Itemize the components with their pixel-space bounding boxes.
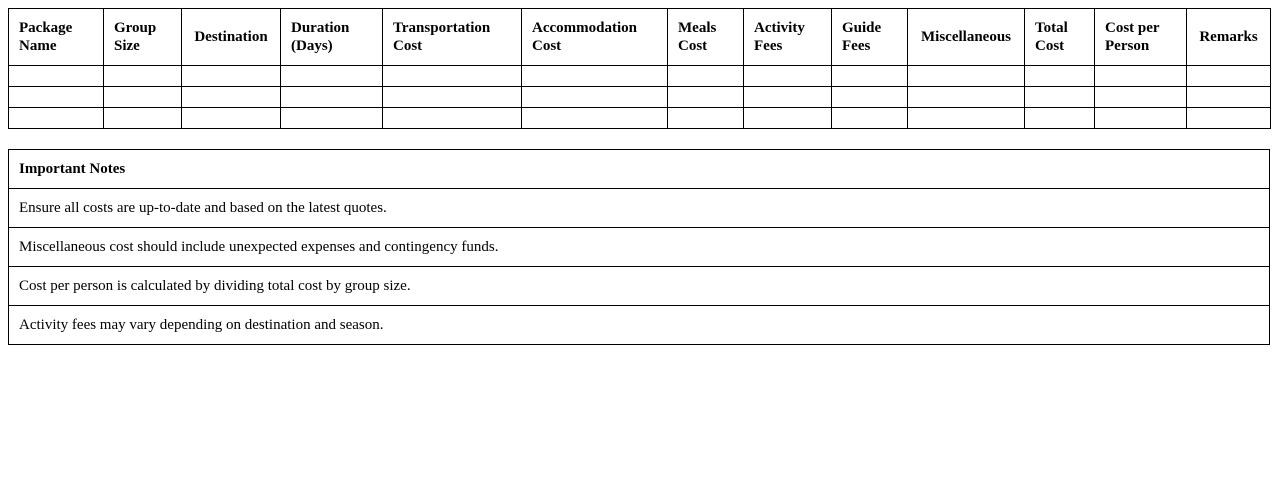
table-cell xyxy=(104,108,182,129)
table-cell xyxy=(1095,66,1187,87)
table-cell xyxy=(832,108,908,129)
note-row xyxy=(9,267,1270,306)
header-miscellaneous: Miscellaneous xyxy=(908,9,1025,66)
header-cost-per-person: Cost per Person xyxy=(1095,9,1187,66)
table-row xyxy=(9,66,1271,87)
header-guide-fees: Guide Fees xyxy=(832,9,908,66)
header-group-size: Group Size xyxy=(104,9,182,66)
table-cell xyxy=(383,108,522,129)
table-cell xyxy=(832,87,908,108)
table-cell xyxy=(182,108,281,129)
table-cell xyxy=(1187,108,1271,129)
header-total-cost: Total Cost xyxy=(1025,9,1095,66)
header-destination: Destination xyxy=(182,9,281,66)
table-cell xyxy=(1025,108,1095,129)
table-row xyxy=(9,87,1271,108)
document xyxy=(8,8,1270,345)
table-cell xyxy=(832,66,908,87)
header-meals-cost: Meals Cost xyxy=(668,9,744,66)
table-cell xyxy=(383,66,522,87)
header-row xyxy=(9,9,1271,66)
table-cell xyxy=(1095,87,1187,108)
table-cell xyxy=(9,108,104,129)
table-cell xyxy=(281,108,383,129)
table-cell xyxy=(668,108,744,129)
table-cell xyxy=(744,87,832,108)
header-transportation-cost: Transportation Cost xyxy=(383,9,522,66)
table-cell xyxy=(281,66,383,87)
note-item: Miscellaneous cost should include unexpected expenses and contingency funds. xyxy=(9,228,1270,267)
note-item: Activity fees may vary depending on destination and season. xyxy=(9,306,1270,345)
header-accommodation-cost: Accommodation Cost xyxy=(522,9,668,66)
table-cell xyxy=(1187,87,1271,108)
note-row xyxy=(9,189,1270,228)
table-cell xyxy=(744,66,832,87)
note-item: Cost per person is calculated by dividing total cost by group size. xyxy=(9,267,1270,306)
table-cell xyxy=(522,66,668,87)
table-cell xyxy=(908,108,1025,129)
table-cell xyxy=(522,108,668,129)
table-row xyxy=(9,108,1271,129)
table-cell xyxy=(744,108,832,129)
note-row xyxy=(9,306,1270,345)
note-row xyxy=(9,228,1270,267)
notes-heading: Important Notes xyxy=(9,150,1270,189)
header-duration: Duration (Days) xyxy=(281,9,383,66)
table-cell xyxy=(522,87,668,108)
table-cell xyxy=(182,66,281,87)
table-cell xyxy=(908,87,1025,108)
header-remarks: Remarks xyxy=(1187,9,1271,66)
header-package-name: Package Name xyxy=(9,9,104,66)
table-cell xyxy=(104,66,182,87)
table-cell xyxy=(383,87,522,108)
notes-heading-row xyxy=(9,150,1270,189)
table-cell xyxy=(1025,87,1095,108)
table-cell xyxy=(1095,108,1187,129)
table-cell xyxy=(668,87,744,108)
table-cell xyxy=(908,66,1025,87)
table-cell xyxy=(182,87,281,108)
note-item: Ensure all costs are up-to-date and based on the latest quotes. xyxy=(9,189,1270,228)
important-notes-table xyxy=(8,149,1270,345)
header-activity-fees: Activity Fees xyxy=(744,9,832,66)
table-cell xyxy=(104,87,182,108)
table-cell xyxy=(281,87,383,108)
table-cell xyxy=(9,87,104,108)
table-cell xyxy=(1025,66,1095,87)
package-cost-table xyxy=(8,8,1271,129)
table-cell xyxy=(668,66,744,87)
table-cell xyxy=(9,66,104,87)
table-cell xyxy=(1187,66,1271,87)
